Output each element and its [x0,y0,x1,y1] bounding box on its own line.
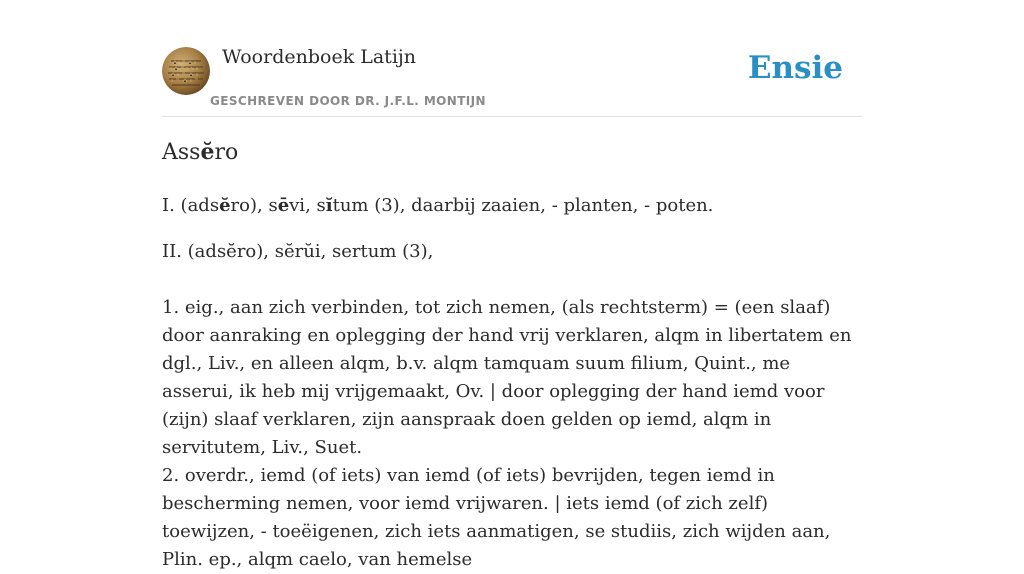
sense-1-bold: ē [277,195,290,216]
author-byline: GESCHREVEN DOOR DR. J.F.L. MONTIJN [210,94,486,108]
entry-title-end: ro [214,140,239,165]
sense-1-bold: ĕ [219,195,231,216]
sense-1-part: tum (3), daarbij zaaien, - planten, - poten. [332,195,714,216]
sense-1-part: vi, s [289,195,326,216]
sense-1 [162,195,713,216]
ensie-logo[interactable]: Ensie [747,50,843,86]
definition-paragraph-2: 2. overdr., iemd (of iets) van iemd (of iets) bevrijden, tegen iemd in bescherming nemen, voor iemd vrijwaren. | iets iemd (of zich zelf) toewijzen, - toeëigenen, zich iets aanmatigen, se studiis, zich wijden aan, Plin. ep., alqm caelo, van hemelse [162,465,831,570]
coin-seal-image [162,47,210,95]
entry-body [162,294,862,574]
page [162,0,862,570]
sense-1-part: ro), s [230,195,278,216]
entry-title-start: Ass [162,140,201,165]
definition-paragraph-1: 1. eig., aan zich verbinden, tot zich nemen, (als rechtsterm) = (een slaaf) door aanraking en oplegging der hand vrij verklaren, alqm in libertatem en dgl., Liv., en alleen alqm, b.v. alqm tamquam suum filium, Quint., me asserui, ik heb mij vrijgemaakt, Ov. | door oplegging der hand iemd voor (zijn) slaaf verklaren, zijn aanspraak doen gelden op iemd, alqm in servitutem, Liv., Suet. [162,297,852,458]
entry-title-accent: ĕ [200,139,215,165]
entry-title [162,139,238,165]
dictionary-title[interactable]: Woordenboek Latijn [222,46,417,68]
header [162,0,862,117]
sense-1-part: I. (ads [162,195,220,216]
sense-1-bold: ĭ [325,195,333,216]
sense-2: II. (adsĕro), sĕrŭi, sertum (3), [162,241,434,262]
